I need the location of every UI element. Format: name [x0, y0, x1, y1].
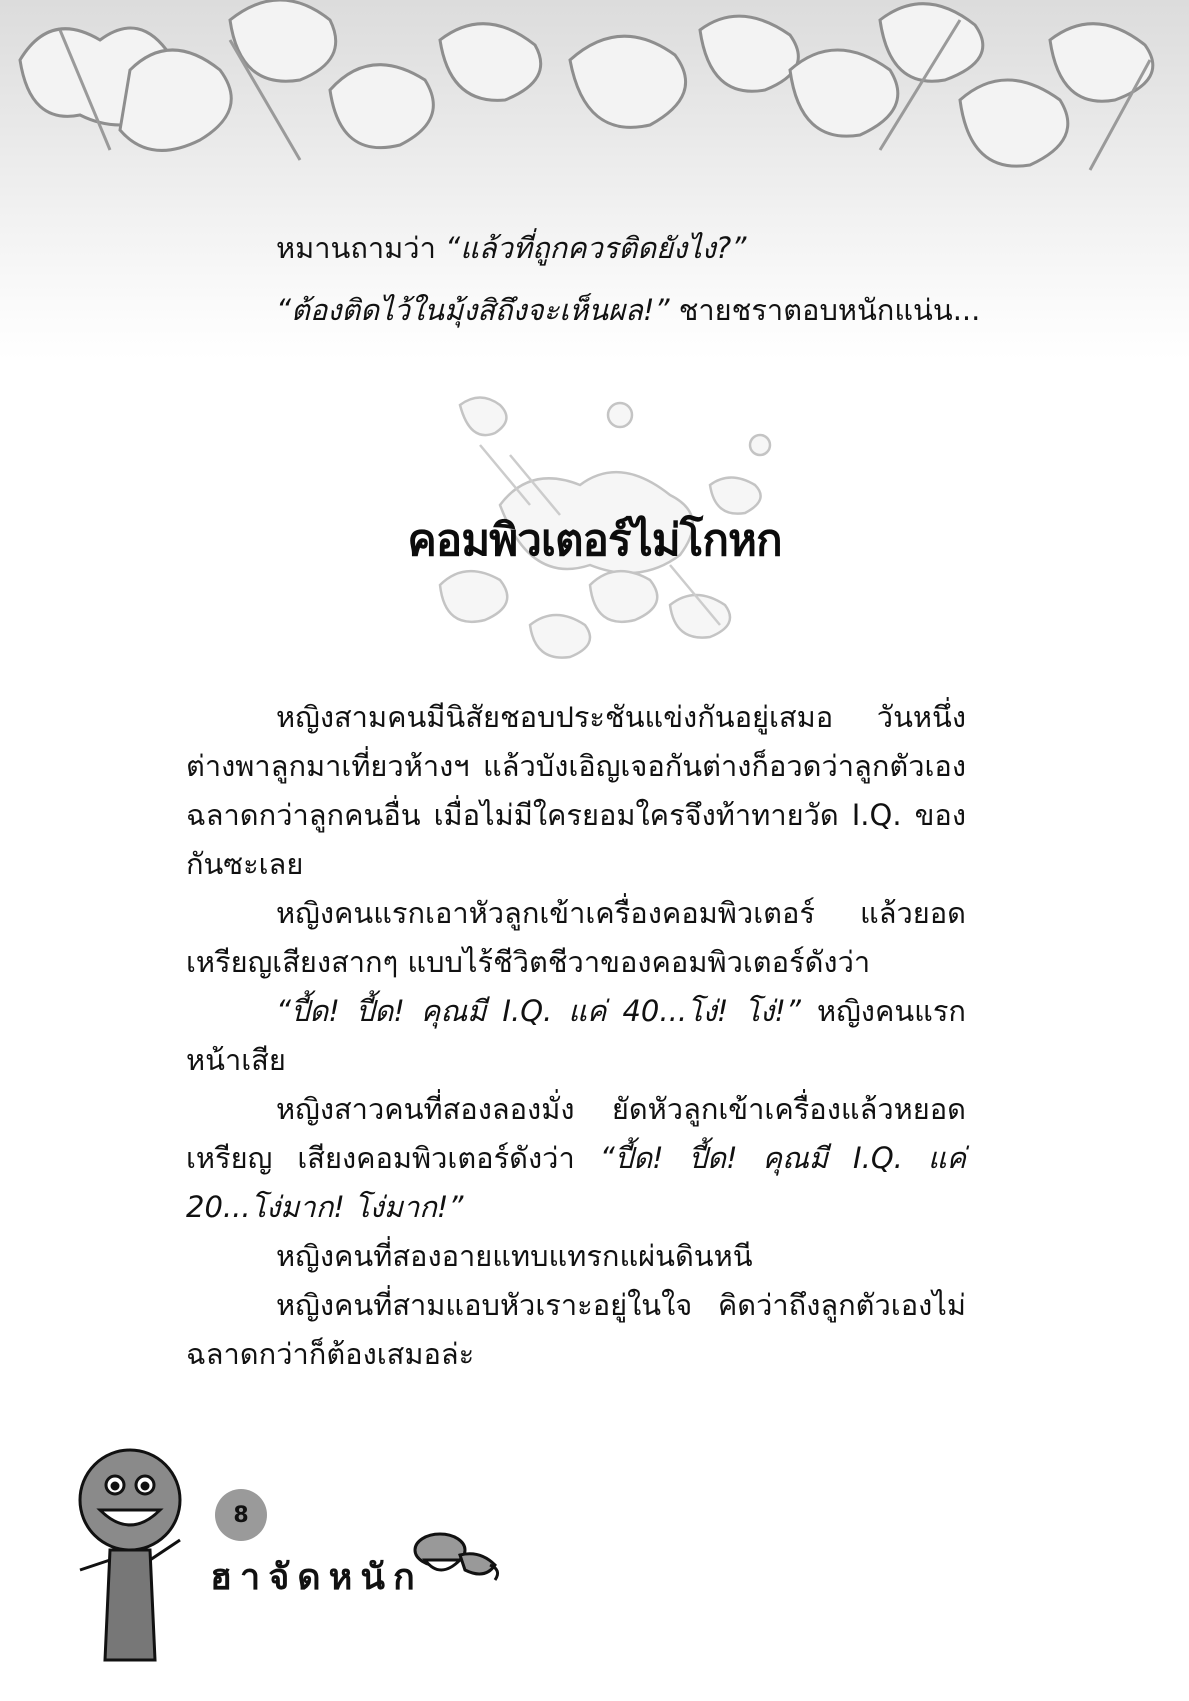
intro-line-2: [276, 290, 980, 330]
intro-line-1-quote: “แล้วที่ถูกควรติดยังไง?”: [445, 231, 747, 265]
book-title: ฮาจัดหนัก: [210, 1557, 423, 1598]
paragraph-4-quote: “ปี้ด! ปี้ด! คุณมี I.Q. แค่ 20...โง่มาก! โง่มาก!”: [186, 1141, 966, 1224]
paragraph-6: หญิงคนที่สามแอบหัวเราะอยู่ในใจ คิดว่าถึงลูกตัวเองไม่ฉลาดกว่าก็ต้องเสมอล่ะ: [186, 1288, 966, 1371]
paragraph-1: หญิงสามคนมีนิสัยชอบประชันแข่งกันอยู่เสมอ วันหนึ่งต่างพาลูกมาเที่ยวห้างฯ แล้วบังเอิญเจอกันต่างก็อวดว่าลูกตัวเองฉลาดกว่าลูกคนอื่น เมื่อไม่มีใครยอมใครจึงท้าทายวัด I.Q. ของกันซะเลย: [186, 700, 966, 881]
story-title: คอมพิวเตอร์ไม่โกหก: [407, 515, 782, 566]
paragraph-4-text: หญิงสาวคนที่สองลองมั่ง ยัดหัวลูกเข้าเครื่องแล้วหยอดเหรียญ เสียงคอมพิวเตอร์ดังว่า: [186, 1092, 966, 1175]
paragraph-4: [186, 1085, 966, 1232]
intro-line-2-text: ชายชราตอบหนักแน่น...: [669, 293, 981, 327]
paragraph-3: [186, 987, 966, 1085]
intro-line-1-text: หมานถามว่า: [276, 231, 446, 265]
paragraph-5: หญิงคนที่สองอายแทบแทรกแผ่นดินหนี: [276, 1239, 753, 1273]
page-number: 8: [215, 1489, 267, 1541]
intro-line-1: [276, 228, 746, 268]
story-body: [186, 693, 966, 1379]
paragraph-3-text: หญิงคนแรกหน้าเสีย: [186, 994, 966, 1077]
paragraph-2: หญิงคนแรกเอาหัวลูกเข้าเครื่องคอมพิวเตอร์ แล้วยอดเหรียญเสียงสากๆ แบบไร้ชีวิตชีวาของคอมพิวเตอร์ดังว่า: [186, 896, 966, 979]
paragraph-3-quote: “ปี้ด! ปี้ด! คุณมี I.Q. แค่ 40...โง่! โง่!”: [276, 994, 801, 1028]
intro-line-2-quote: “ต้องติดไว้ในมุ้งสิถึงจะเห็นผล!”: [276, 293, 670, 327]
